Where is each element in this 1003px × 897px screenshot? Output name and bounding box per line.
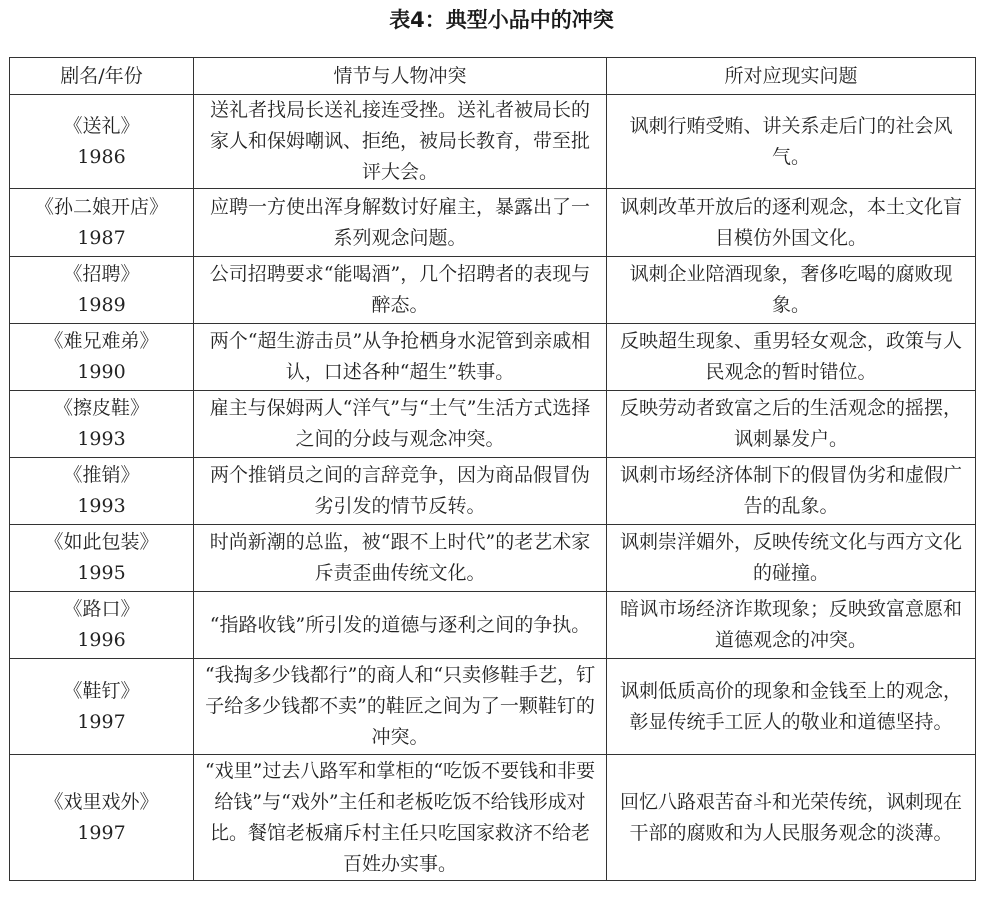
table-row xyxy=(10,189,976,257)
sketch-name: 《擦皮鞋》 xyxy=(53,397,149,419)
sketch-year: 1987 xyxy=(77,226,126,249)
table-row xyxy=(10,525,976,592)
conflict-table xyxy=(9,57,976,881)
sketch-year: 1986 xyxy=(77,145,126,168)
header-row xyxy=(10,58,976,95)
sketch-name: 《如此包装》 xyxy=(44,531,159,553)
issue-cell: 暗讽市场经济诈欺现象；反映致富意愿和道德观念的冲突。 xyxy=(607,592,976,659)
issue-cell: 讽刺改革开放后的逐利观念，本土文化盲目模仿外国文化。 xyxy=(607,189,976,257)
issue-cell: 讽刺崇洋媚外，反映传统文化与西方文化的碰撞。 xyxy=(607,525,976,592)
plot-cell: “戏里”过去八路军和掌柜的“吃饭不要钱和非要给钱”与“戏外”主任和老板吃饭不给钱形成对比。餐馆老板痛斥村主任只吃国家救济不给老百姓办实事。 xyxy=(194,755,607,881)
sketch-year: 1993 xyxy=(77,428,126,450)
plot-cell: 公司招聘要求“能喝酒”，几个招聘者的表现与醉态。 xyxy=(194,257,607,324)
title-year-cell xyxy=(10,659,194,755)
issue-cell: 反映超生现象、重男轻女观念，政策与人民观念的暂时错位。 xyxy=(607,324,976,391)
sketch-name: 《难兄难弟》 xyxy=(44,330,159,352)
title-year-cell xyxy=(10,391,194,458)
title-year-cell xyxy=(10,458,194,525)
title-year-cell xyxy=(10,189,194,257)
issue-cell: 讽刺行贿受贿、讲关系走后门的社会风气。 xyxy=(607,95,976,189)
sketch-name: 《招聘》 xyxy=(63,263,140,285)
plot-cell: 两个推销员之间的言辞竞争，因为商品假冒伪劣引发的情节反转。 xyxy=(194,458,607,525)
sketch-name: 《路口》 xyxy=(63,598,140,620)
sketch-name: 《鞋钉》 xyxy=(63,679,140,702)
sketch-name: 《孙二娘开店》 xyxy=(34,195,168,218)
plot-cell: 两个“超生游击员”从争抢栖身水泥管到亲戚相认，口述各种“超生”轶事。 xyxy=(194,324,607,391)
table-row xyxy=(10,592,976,659)
plot-cell: 送礼者找局长送礼接连受挫。送礼者被局长的家人和保姆嘲讽、拒绝，被局长教育，带至批评大会。 xyxy=(194,95,607,189)
sketch-year: 1995 xyxy=(77,562,126,584)
title-year-cell xyxy=(10,257,194,324)
table-row xyxy=(10,458,976,525)
sketch-year: 1989 xyxy=(77,294,126,316)
table-row xyxy=(10,95,976,189)
sketch-year: 1993 xyxy=(77,495,126,517)
header-issue: 所对应现实问题 xyxy=(607,58,976,95)
plot-cell: 应聘一方使出浑身解数讨好雇主，暴露出了一系列观念问题。 xyxy=(194,189,607,257)
table-row xyxy=(10,659,976,755)
title-year-cell xyxy=(10,525,194,592)
title-year-cell xyxy=(10,755,194,881)
plot-cell: 时尚新潮的总监，被“跟不上时代”的老艺术家斥责歪曲传统文化。 xyxy=(194,525,607,592)
table-row xyxy=(10,324,976,391)
issue-cell: 讽刺市场经济体制下的假冒伪劣和虚假广告的乱象。 xyxy=(607,458,976,525)
sketch-year: 1997 xyxy=(77,821,126,844)
plot-cell: 雇主与保姆两人“洋气”与“土气”生活方式选择之间的分歧与观念冲突。 xyxy=(194,391,607,458)
header-plot: 情节与人物冲突 xyxy=(194,58,607,95)
table-row xyxy=(10,755,976,881)
sketch-name: 《戏里戏外》 xyxy=(44,790,159,813)
table-row xyxy=(10,391,976,458)
title-year-cell xyxy=(10,592,194,659)
plot-cell: “指路收钱”所引发的道德与逐利之间的争执。 xyxy=(194,592,607,659)
sketch-year: 1996 xyxy=(77,629,126,651)
title-year-cell xyxy=(10,95,194,189)
table-row xyxy=(10,257,976,324)
header-title-year: 剧名/年份 xyxy=(10,58,194,95)
title-year-cell xyxy=(10,324,194,391)
sketch-year: 1990 xyxy=(77,361,126,383)
issue-cell: 讽刺低质高价的现象和金钱至上的观念，彰显传统手工匠人的敬业和道德坚持。 xyxy=(607,659,976,755)
issue-cell: 回忆八路艰苦奋斗和光荣传统，讽刺现在干部的腐败和为人民服务观念的淡薄。 xyxy=(607,755,976,881)
issue-cell: 反映劳动者致富之后的生活观念的摇摆，讽刺暴发户。 xyxy=(607,391,976,458)
issue-cell: 讽刺企业陪酒现象，奢侈吃喝的腐败现象。 xyxy=(607,257,976,324)
table-title: 表4：典型小品中的冲突 xyxy=(389,8,614,32)
sketch-name: 《推销》 xyxy=(63,464,140,486)
plot-cell: “我掏多少钱都行”的商人和“只卖修鞋手艺，钉子给多少钱都不卖”的鞋匠之间为了一颗鞋钉的冲突。 xyxy=(194,659,607,755)
sketch-name: 《送礼》 xyxy=(63,114,140,137)
sketch-year: 1997 xyxy=(77,710,126,733)
